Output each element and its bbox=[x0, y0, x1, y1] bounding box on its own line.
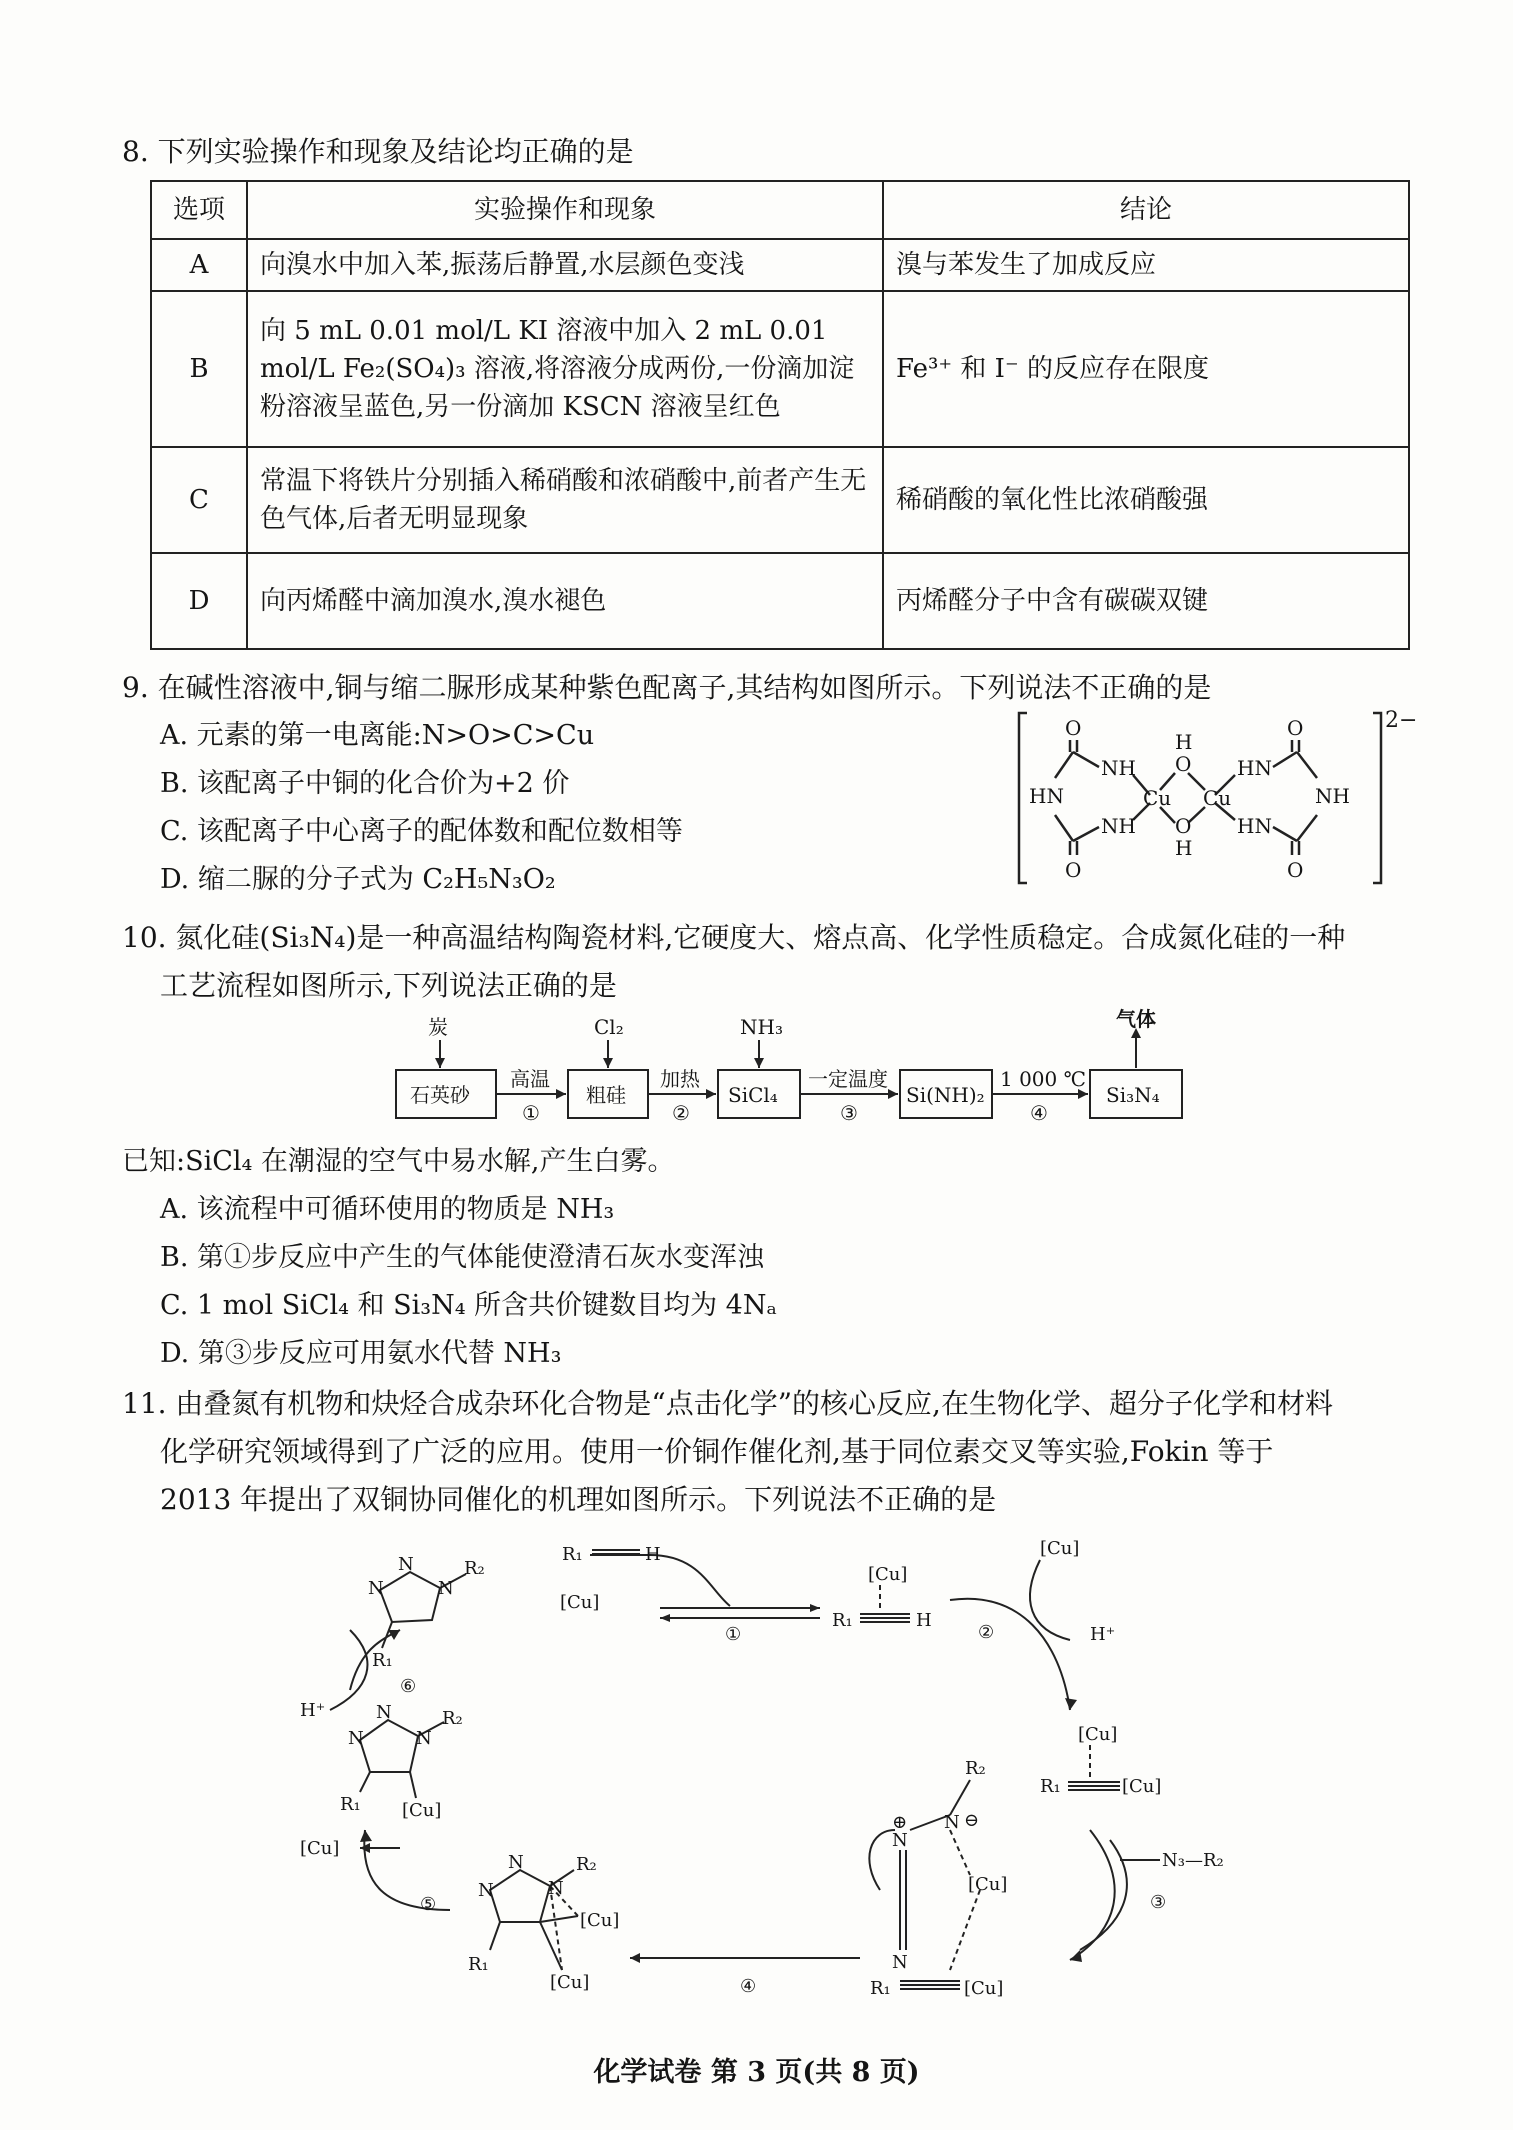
label-cu: [Cu] bbox=[1040, 1538, 1080, 1559]
atom-o: O bbox=[1287, 858, 1304, 882]
atom-n: N bbox=[438, 1578, 454, 1599]
label-r1: R₁ bbox=[1040, 1776, 1061, 1797]
step-6: ⑥ bbox=[400, 1676, 417, 1697]
box-crude-silicon: 粗硅 bbox=[586, 1083, 626, 1107]
label-cu: [Cu] bbox=[580, 1910, 620, 1931]
step-5: ⑤ bbox=[420, 1894, 437, 1915]
label-azide: N₃—R₂ bbox=[1162, 1850, 1224, 1871]
q8-stem: 8. 下列实验操作和现象及结论均正确的是 bbox=[122, 135, 634, 168]
input-carbon: 炭 bbox=[428, 1015, 448, 1039]
row-option: C bbox=[151, 447, 247, 553]
label-r2: R₂ bbox=[576, 1854, 597, 1875]
label-r1: R₁ bbox=[562, 1544, 583, 1565]
q11-stem-line1: 11. 由叠氮有机物和炔烃合成杂环化合物是“点击化学”的核心反应,在生物化学、超分子化学和材料 bbox=[122, 1387, 1333, 1420]
q10-known: 已知:SiCl₄ 在潮湿的空气中易水解,产生白雾。 bbox=[122, 1146, 675, 1177]
atom-nh: NH bbox=[1101, 814, 1136, 838]
header-option: 选项 bbox=[151, 181, 247, 239]
atom-h: H bbox=[1175, 836, 1193, 860]
table-row bbox=[151, 553, 1409, 649]
q9-option-d: D. 缩二脲的分子式为 C₂H₅N₃O₂ bbox=[160, 864, 556, 895]
page-footer: 化学试卷 第 3 页(共 8 页) bbox=[593, 2057, 920, 2088]
q10-option-a: A. 该流程中可循环使用的物质是 NH₃ bbox=[160, 1194, 615, 1225]
label-h: H bbox=[645, 1544, 661, 1565]
row-operation: 向丙烯醛中滴加溴水,溴水褪色 bbox=[247, 553, 883, 649]
row-operation: 常温下将铁片分别插入稀硝酸和浓硝酸中,前者产生无色气体,后者无明显现象 bbox=[247, 447, 883, 553]
atom-n: N bbox=[348, 1728, 364, 1749]
table-header-row bbox=[151, 181, 1409, 239]
q10-stem-line2: 工艺流程如图所示,下列说法正确的是 bbox=[160, 969, 617, 1002]
row-operation: 向 5 mL 0.01 mol/L KI 溶液中加入 2 mL 0.01 mol/L Fe₂(SO₄)₃ 溶液,将溶液分成两份,一份滴加淀粉溶液呈蓝色,另一份滴加 KSCN 溶液呈红色 bbox=[247, 291, 883, 447]
row-conclusion: 溴与苯发生了加成反应 bbox=[883, 239, 1409, 291]
row-operation: 向溴水中加入苯,振荡后静置,水层颜色变浅 bbox=[247, 239, 883, 291]
atom-n: N bbox=[508, 1852, 524, 1873]
label-cu: [Cu] bbox=[560, 1592, 600, 1613]
label-cu: [Cu] bbox=[868, 1564, 908, 1585]
header-conclusion: 结论 bbox=[883, 181, 1409, 239]
q8-table bbox=[150, 180, 1410, 650]
q11-stem-line2: 化学研究领域得到了广泛的应用。使用一价铜作催化剂,基于同位素交叉等实验,Fokin 等于 bbox=[160, 1435, 1274, 1468]
charge-minus: ⊖ bbox=[964, 1810, 980, 1831]
label-h: H bbox=[916, 1610, 932, 1631]
label-r1: R₁ bbox=[468, 1954, 489, 1975]
atom-o: O bbox=[1287, 716, 1304, 740]
input-ammonia: NH₃ bbox=[740, 1015, 783, 1039]
step-2: ② bbox=[978, 1622, 995, 1643]
label-r2: R₂ bbox=[442, 1708, 463, 1729]
atom-cu: Cu bbox=[1143, 786, 1172, 810]
atom-n: N bbox=[548, 1878, 564, 1899]
atom-hn: HN bbox=[1029, 784, 1064, 808]
atom-nh: NH bbox=[1101, 756, 1136, 780]
atom-n: N bbox=[398, 1554, 414, 1575]
charge: 2− bbox=[1385, 708, 1418, 733]
atom-h: H bbox=[1175, 730, 1193, 754]
atom-n: N bbox=[892, 1830, 908, 1851]
q11-stem-line3: 2013 年提出了双铜协同催化的机理如图所示。下列说法不正确的是 bbox=[160, 1483, 997, 1516]
header-operation: 实验操作和现象 bbox=[247, 181, 883, 239]
atom-nh: NH bbox=[1315, 784, 1350, 808]
atom-hn: HN bbox=[1237, 756, 1272, 780]
q9-complex-structure bbox=[1015, 705, 1418, 890]
condition-high-temp: 高温 bbox=[510, 1067, 550, 1091]
label-hplus: H⁺ bbox=[1090, 1624, 1116, 1645]
table-row bbox=[151, 239, 1409, 291]
step-1: ① bbox=[522, 1101, 540, 1125]
step-2: ② bbox=[672, 1101, 690, 1125]
label-r1: R₁ bbox=[340, 1794, 361, 1815]
charge-plus: ⊕ bbox=[892, 1812, 908, 1833]
atom-o: O bbox=[1175, 752, 1192, 776]
condition-1000c: 1 000 ℃ bbox=[1000, 1067, 1086, 1091]
condition-certain-temp: 一定温度 bbox=[808, 1067, 888, 1091]
input-chlorine: Cl₂ bbox=[594, 1015, 624, 1039]
q11-mechanism-diagram bbox=[300, 1530, 1260, 2030]
label-r2: R₂ bbox=[464, 1558, 485, 1579]
q10-option-d: D. 第③步反应可用氨水代替 NH₃ bbox=[160, 1338, 562, 1369]
label-r1: R₁ bbox=[372, 1650, 393, 1671]
box-si3n4: Si₃N₄ bbox=[1106, 1083, 1160, 1107]
step-4: ④ bbox=[1030, 1101, 1048, 1125]
q10-stem-line1: 10. 氮化硅(Si₃N₄)是一种高温结构陶瓷材料,它硬度大、熔点高、化学性质稳定。合成氮化硅的一种 bbox=[122, 921, 1346, 954]
label-cu: [Cu] bbox=[550, 1972, 590, 1993]
label-cu: [Cu] bbox=[968, 1874, 1008, 1895]
atom-hn: HN bbox=[1237, 814, 1272, 838]
box-quartz-sand: 石英砂 bbox=[410, 1083, 470, 1107]
atom-n: N bbox=[944, 1812, 960, 1833]
label-r2: R₂ bbox=[965, 1758, 986, 1779]
row-option: D bbox=[151, 553, 247, 649]
q10-option-c: C. 1 mol SiCl₄ 和 Si₃N₄ 所含共价键数目均为 4Nₐ bbox=[160, 1290, 777, 1321]
box-si-nh-2: Si(NH)₂ bbox=[906, 1083, 985, 1107]
atom-n: N bbox=[416, 1728, 432, 1749]
atom-n: N bbox=[368, 1578, 384, 1599]
output-gas: 气体 bbox=[1116, 1007, 1156, 1031]
row-option: B bbox=[151, 291, 247, 447]
q10-flow-diagram bbox=[390, 1007, 1210, 1135]
q9-stem: 9. 在碱性溶液中,铜与缩二脲形成某种紫色配离子,其结构如图所示。下列说法不正确的是 bbox=[122, 671, 1212, 704]
atom-n: N bbox=[892, 1952, 908, 1973]
atom-n: N bbox=[478, 1880, 494, 1901]
label-cu: [Cu] bbox=[1122, 1776, 1162, 1797]
step-3: ③ bbox=[840, 1101, 858, 1125]
q9-option-c: C. 该配离子中心离子的配体数和配位数相等 bbox=[160, 816, 683, 847]
box-sicl4: SiCl₄ bbox=[728, 1083, 778, 1107]
table-row bbox=[151, 291, 1409, 447]
atom-o: O bbox=[1065, 716, 1082, 740]
row-option: A bbox=[151, 239, 247, 291]
label-cu: [Cu] bbox=[1078, 1724, 1118, 1745]
atom-o: O bbox=[1065, 858, 1082, 882]
label-r1: R₁ bbox=[832, 1610, 853, 1631]
table-row bbox=[151, 447, 1409, 553]
row-conclusion: Fe³⁺ 和 I⁻ 的反应存在限度 bbox=[883, 291, 1409, 447]
label-cu: [Cu] bbox=[300, 1838, 340, 1859]
label-r1: R₁ bbox=[870, 1978, 891, 1999]
row-conclusion: 丙烯醛分子中含有碳碳双键 bbox=[883, 553, 1409, 649]
atom-n: N bbox=[376, 1702, 392, 1723]
q10-option-b: B. 第①步反应中产生的气体能使澄清石灰水变浑浊 bbox=[160, 1242, 765, 1273]
label-cu: [Cu] bbox=[964, 1978, 1004, 1999]
row-conclusion: 稀硝酸的氧化性比浓硝酸强 bbox=[883, 447, 1409, 553]
label-cu: [Cu] bbox=[402, 1800, 442, 1821]
condition-heating: 加热 bbox=[660, 1067, 700, 1091]
step-1: ① bbox=[725, 1624, 742, 1645]
step-4: ④ bbox=[740, 1976, 757, 1997]
q9-option-b: B. 该配离子中铜的化合价为+2 价 bbox=[160, 768, 570, 799]
atom-cu: Cu bbox=[1203, 786, 1232, 810]
q9-option-a: A. 元素的第一电离能:N>O>C>Cu bbox=[160, 720, 595, 751]
atom-o: O bbox=[1175, 814, 1192, 838]
label-hplus: H⁺ bbox=[300, 1700, 326, 1721]
step-3: ③ bbox=[1150, 1892, 1167, 1913]
